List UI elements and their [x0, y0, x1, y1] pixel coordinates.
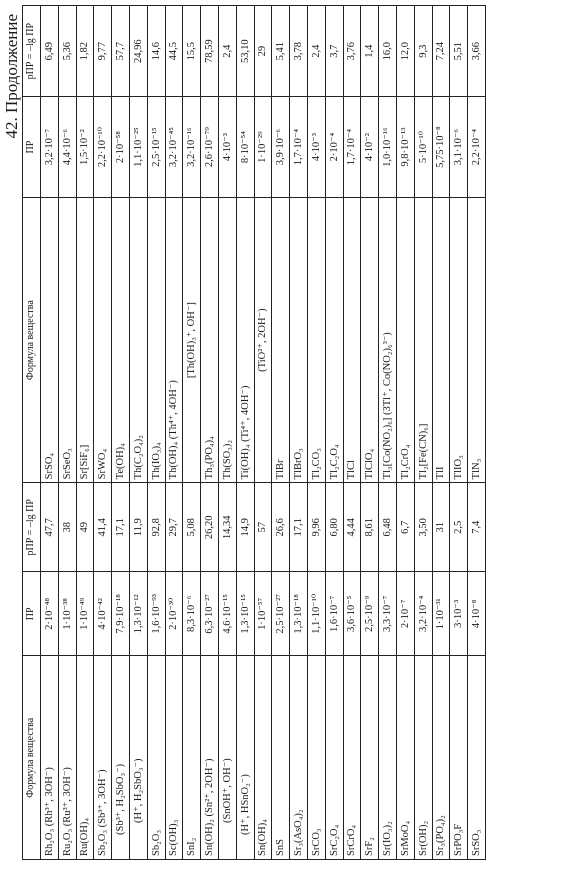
table-body	[41, 6, 486, 860]
cell-pr-right: 2,2·10⁻⁴	[468, 97, 486, 198]
table-row	[201, 6, 219, 860]
cell-formula-left: Sr(IO₃)₂	[379, 656, 397, 860]
cell-pr-right: 3,9·10⁻⁶	[272, 97, 290, 198]
table-row	[94, 6, 112, 860]
cell-ppr-left: 7,4	[468, 483, 486, 572]
cell-pr-left: 4·10⁻⁸	[468, 572, 486, 656]
cell-formula-left: Rh₂O₃ (Rh³⁺, 3OH⁻)	[41, 656, 59, 860]
header-ppr-right: pПР = –lg ПР	[23, 6, 41, 97]
cell-ppr-right: 57,7	[112, 6, 130, 97]
cell-pr-left: 1·10⁻³⁸	[58, 572, 76, 656]
cell-ppr-right: 2,4	[218, 6, 236, 97]
cell-pr-right: 2·10⁻⁴	[325, 97, 343, 198]
cell-pr-right: 4,4·10⁻⁶	[58, 97, 76, 198]
cell-pr-right: 1,1·10⁻²⁵	[129, 97, 147, 198]
cell-formula-left: SrCrO₄	[343, 656, 361, 860]
cell-pr-left: 3·10⁻³	[450, 572, 468, 656]
cell-ppr-left: 47,7	[41, 483, 59, 572]
header-pr-right: ПР	[23, 97, 41, 198]
cell-formula-left: SrC₂O₄	[325, 656, 343, 860]
cell-formula-left: (SnOH⁺, OH⁻)	[218, 656, 236, 860]
cell-formula-left: SrPO₃F	[450, 656, 468, 860]
cell-pr-left: 1,3·10⁻¹⁵	[236, 572, 254, 656]
table-row	[468, 6, 486, 860]
cell-ppr-right: 15,5	[183, 6, 201, 97]
cell-pr-left: 2,5·10⁻²⁷	[272, 572, 290, 656]
cell-ppr-right: 3,78	[290, 6, 308, 97]
cell-pr-left: 1,6·10⁻⁹³	[147, 572, 165, 656]
cell-formula-right: Tl₃[Co(NO₂)₆] (3Tl⁺, Co(NO₂)₆³⁻)	[379, 197, 397, 482]
cell-formula-left: Ru(OH)₄	[76, 656, 94, 860]
cell-formula-right: TlCl	[343, 197, 361, 482]
cell-ppr-left: 41,4	[94, 483, 112, 572]
cell-ppr-left: 2,5	[450, 483, 468, 572]
cell-ppr-right: 3,7	[325, 6, 343, 97]
cell-formula-left: Sr₃(AsO₄)₂	[290, 656, 308, 860]
cell-formula-left: SrMoO₄	[396, 656, 414, 860]
cell-ppr-right: 9,3	[414, 6, 432, 97]
table-row	[129, 6, 147, 860]
cell-pr-left: 1,3·10⁻¹⁸	[290, 572, 308, 656]
cell-formula-right: TlBr	[272, 197, 290, 482]
cell-pr-left: 3,3·10⁻⁷	[379, 572, 397, 656]
cell-ppr-right: 78,59	[201, 6, 219, 97]
cell-ppr-left: 29,7	[165, 483, 183, 572]
cell-pr-left: 2·10⁻⁴⁸	[41, 572, 59, 656]
cell-pr-left: 1·10⁻³¹	[432, 572, 450, 656]
cell-ppr-left: 6,48	[379, 483, 397, 572]
cell-formula-right: Th(C₂O₄)₂	[129, 197, 147, 482]
cell-formula-right: Th(SO₃)₂	[218, 197, 236, 482]
cell-formula-right: Th(OH)₄ (Th⁴⁺, 4OH⁻)	[165, 197, 183, 482]
cell-pr-left: 4·10⁻⁴²	[94, 572, 112, 656]
solubility-product-table	[22, 5, 486, 860]
cell-ppr-left: 26,20	[201, 483, 219, 572]
cell-formula-left: (H⁺, HSnO₂⁻)	[236, 656, 254, 860]
table-row	[254, 6, 272, 860]
header-pr-left: ПР	[23, 572, 41, 656]
cell-formula-right: Tl₂[Fe(CN)₆]	[414, 197, 432, 482]
cell-ppr-right: 3,66	[468, 6, 486, 97]
cell-pr-left: 3,6·10⁻⁵	[343, 572, 361, 656]
cell-formula-left: Sb₂O₃	[147, 656, 165, 860]
cell-formula-right: Th(IO₃)₄	[147, 197, 165, 482]
table-row	[58, 6, 76, 860]
cell-ppr-right: 29	[254, 6, 272, 97]
cell-formula-left: Sc(OH)₃	[165, 656, 183, 860]
cell-ppr-left: 17,1	[290, 483, 308, 572]
table-row	[379, 6, 397, 860]
cell-formula-right: TlI	[432, 197, 450, 482]
table-row	[236, 6, 254, 860]
cell-formula-right: TlClO₄	[361, 197, 379, 482]
table-row	[414, 6, 432, 860]
cell-formula-right: SrSeO₃	[58, 197, 76, 482]
cell-pr-right: 4·10⁻²	[361, 97, 379, 198]
cell-formula-left: Sn(OH)₄	[254, 656, 272, 860]
cell-formula-right: Tl₂CO₃	[307, 197, 325, 482]
table-row	[41, 6, 59, 860]
cell-formula-right: [Th(OH)₃⁺, OH⁻]	[183, 197, 201, 482]
cell-ppr-right: 44,5	[165, 6, 183, 97]
header-formula-left: Формула вещества	[23, 656, 41, 860]
cell-ppr-right: 14,6	[147, 6, 165, 97]
cell-pr-left: 8,3·10⁻⁶	[183, 572, 201, 656]
table-row	[147, 6, 165, 860]
cell-ppr-right: 9,77	[94, 6, 112, 97]
cell-ppr-left: 26,6	[272, 483, 290, 572]
cell-ppr-right: 2,4	[307, 6, 325, 97]
cell-ppr-right: 3,76	[343, 6, 361, 97]
cell-ppr-left: 4,44	[343, 483, 361, 572]
cell-pr-right: 2·10⁻⁵⁸	[112, 97, 130, 198]
table-row	[290, 6, 308, 860]
cell-formula-left: SrF₂	[361, 656, 379, 860]
cell-formula-left: SnS	[272, 656, 290, 860]
cell-ppr-right: 5,36	[58, 6, 76, 97]
cell-ppr-left: 9,96	[307, 483, 325, 572]
table-row	[325, 6, 343, 860]
cell-ppr-right: 1,4	[361, 6, 379, 97]
cell-ppr-left: 14,34	[218, 483, 236, 572]
cell-ppr-left: 49	[76, 483, 94, 572]
table-row	[218, 6, 236, 860]
cell-ppr-right: 53,10	[236, 6, 254, 97]
cell-ppr-left: 6,7	[396, 483, 414, 572]
cell-pr-right: 2,5·10⁻¹⁵	[147, 97, 165, 198]
cell-pr-right: 2,6·10⁻⁷⁹	[201, 97, 219, 198]
cell-pr-right: 1,7·10⁻⁴	[290, 97, 308, 198]
header-formula-right: Формула вещества	[23, 197, 41, 482]
cell-ppr-left: 57	[254, 483, 272, 572]
table-row	[112, 6, 130, 860]
cell-ppr-left: 8,61	[361, 483, 379, 572]
cell-ppr-right: 1,82	[76, 6, 94, 97]
table-row	[361, 6, 379, 860]
cell-formula-right: Th₃(PO₄)₄	[201, 197, 219, 482]
cell-formula-left: Sr(OH)₂	[414, 656, 432, 860]
header-ppr-left: pПР = –lg ПР	[23, 483, 41, 572]
cell-formula-right: Sr[SiF₆]	[76, 197, 94, 482]
cell-formula-right: Ti(OH)₄ (Ti⁴⁺, 4OH⁻)	[236, 197, 254, 482]
table-row	[396, 6, 414, 860]
cell-formula-left: SnI₂	[183, 656, 201, 860]
table-row	[183, 6, 201, 860]
cell-pr-left: 3,2·10⁻⁴	[414, 572, 432, 656]
cell-ppr-right: 16,0	[379, 6, 397, 97]
cell-formula-left: Sb₂O₃ (Sb³⁺, 3OH⁻)	[94, 656, 112, 860]
cell-pr-right: 1,0·10⁻¹⁶	[379, 97, 397, 198]
table-row	[450, 6, 468, 860]
table-row	[76, 6, 94, 860]
cell-pr-right: 3,2·10⁻¹⁶	[183, 97, 201, 198]
cell-pr-left: 2·10⁻⁷	[396, 572, 414, 656]
cell-formula-left: SrSO₃	[468, 656, 486, 860]
cell-pr-left: 1·10⁻⁵⁷	[254, 572, 272, 656]
cell-pr-right: 9,8·10⁻¹³	[396, 97, 414, 198]
cell-formula-right: Te(OH)₄	[112, 197, 130, 482]
cell-ppr-right: 7,24	[432, 6, 450, 97]
cell-formula-left: (Sb³⁺, H₂SbO₃⁻)	[112, 656, 130, 860]
cell-pr-right: 1·10⁻²⁹	[254, 97, 272, 198]
cell-ppr-left: 17,1	[112, 483, 130, 572]
cell-pr-left: 2,5·10⁻⁹	[361, 572, 379, 656]
table-row	[343, 6, 361, 860]
cell-ppr-left: 31	[432, 483, 450, 572]
cell-pr-left: 1·10⁻⁴⁹	[76, 572, 94, 656]
cell-formula-right: SrWO₄	[94, 197, 112, 482]
cell-ppr-right: 12,0	[396, 6, 414, 97]
cell-pr-left: 1,1·10⁻¹⁰	[307, 572, 325, 656]
cell-pr-right: 3,2·10⁻⁴⁵	[165, 97, 183, 198]
cell-formula-left: Sr₃(PO₄)₂	[432, 656, 450, 860]
cell-ppr-left: 6,80	[325, 483, 343, 572]
cell-ppr-left: 92,8	[147, 483, 165, 572]
cell-pr-right: 5·10⁻¹⁰	[414, 97, 432, 198]
cell-ppr-right: 5,41	[272, 6, 290, 97]
cell-pr-right: 4·10⁻³	[218, 97, 236, 198]
cell-ppr-left: 5,08	[183, 483, 201, 572]
cell-pr-right: 1,5·10⁻²	[76, 97, 94, 198]
cell-ppr-right: 5,51	[450, 6, 468, 97]
cell-pr-left: 1,6·10⁻⁷	[325, 572, 343, 656]
cell-pr-right: 8·10⁻⁵⁴	[236, 97, 254, 198]
table-row	[432, 6, 450, 860]
table-caption: 42. Продолжение	[2, 14, 21, 139]
cell-formula-left: SrCO₃	[307, 656, 325, 860]
cell-formula-right: (TiO²⁺, 2OH⁻)	[254, 197, 272, 482]
cell-formula-right: TlBrO₃	[290, 197, 308, 482]
cell-pr-right: 2,2·10⁻¹⁰	[94, 97, 112, 198]
cell-pr-right: 3,1·10⁻⁶	[450, 97, 468, 198]
cell-formula-left: Ru₂O₃ (Ru³⁺, 3OH⁻)	[58, 656, 76, 860]
cell-pr-right: 4·10⁻³	[307, 97, 325, 198]
cell-pr-left: 1,3·10⁻¹²	[129, 572, 147, 656]
cell-pr-right: 1,7·10⁻⁴	[343, 97, 361, 198]
cell-ppr-left: 11,9	[129, 483, 147, 572]
cell-ppr-right: 6,49	[41, 6, 59, 97]
cell-formula-left: (H⁺, H₂SbO₃⁻)	[129, 656, 147, 860]
cell-formula-right: TlN₃	[468, 197, 486, 482]
table-row	[272, 6, 290, 860]
cell-pr-left: 6,3·10⁻²⁷	[201, 572, 219, 656]
cell-pr-right: 5,75·10⁻⁸	[432, 97, 450, 198]
cell-formula-left: Sn(OH)₂ (Sn²⁺, 2OH⁻)	[201, 656, 219, 860]
cell-ppr-right: 24,96	[129, 6, 147, 97]
cell-pr-right: 3,2·10⁻⁷	[41, 97, 59, 198]
cell-ppr-left: 3,50	[414, 483, 432, 572]
cell-ppr-left: 14,9	[236, 483, 254, 572]
cell-formula-right: TlIO₃	[450, 197, 468, 482]
header-row	[23, 6, 41, 860]
cell-formula-right: SrSO₄	[41, 197, 59, 482]
cell-formula-right: Tl₂CrO₄	[396, 197, 414, 482]
cell-pr-left: 2·10⁻³⁰	[165, 572, 183, 656]
cell-pr-left: 4,6·10⁻¹⁵	[218, 572, 236, 656]
cell-ppr-left: 38	[58, 483, 76, 572]
cell-pr-left: 7,9·10⁻¹⁸	[112, 572, 130, 656]
table-row	[307, 6, 325, 860]
table-row	[165, 6, 183, 860]
cell-formula-right: Tl₂C₂O₄	[325, 197, 343, 482]
